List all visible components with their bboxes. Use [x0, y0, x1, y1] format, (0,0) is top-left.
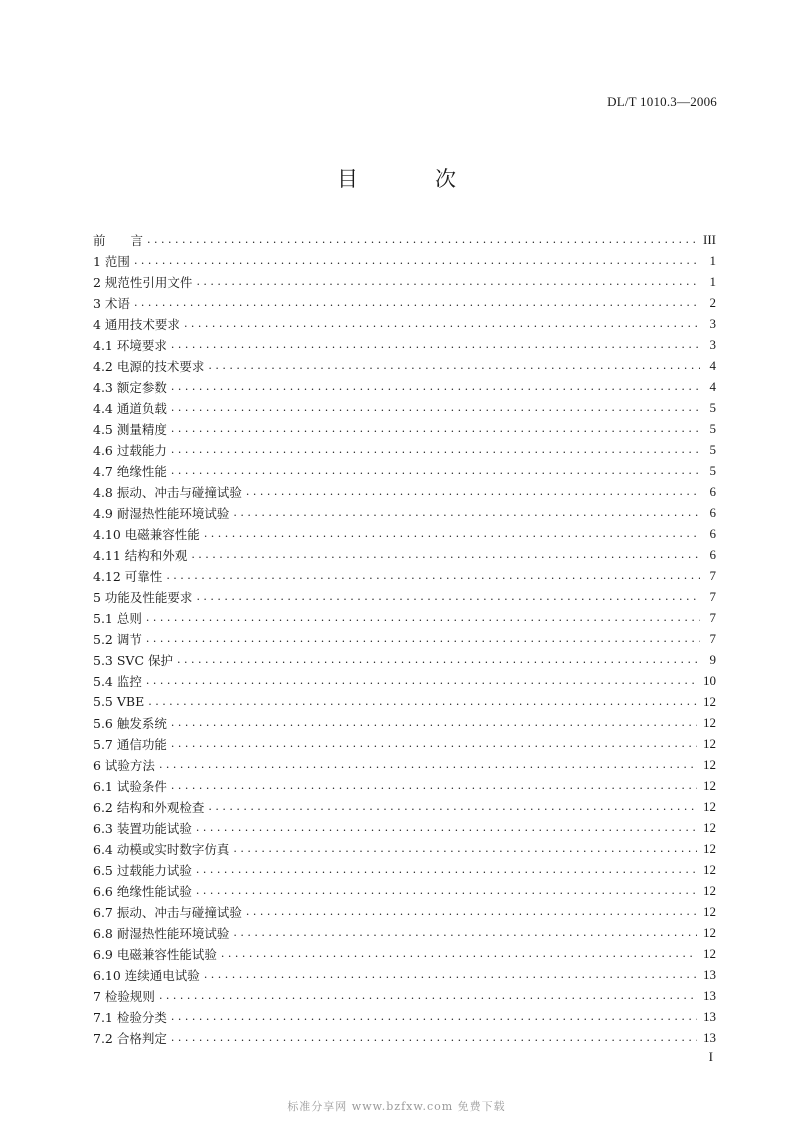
toc-entry-label: 4.3 额定参数: [93, 379, 167, 395]
toc-entry[interactable]: [93, 880, 716, 901]
toc-entry[interactable]: [93, 733, 716, 754]
toc-leader-dots: [171, 334, 700, 355]
toc-entry[interactable]: [93, 859, 716, 880]
toc-entry-page: 12: [703, 693, 716, 709]
toc-leader-dots: [204, 964, 697, 985]
toc-entry-label: 6.1 试验条件: [93, 778, 167, 794]
toc-entry-label: 4.9 耐湿热性能环境试验: [93, 505, 230, 521]
toc-entry-label: 6.4 动模或实时数字仿真: [93, 841, 230, 857]
toc-leader-dots: [134, 292, 700, 313]
toc-entry-label: 6.5 过载能力试验: [93, 862, 192, 878]
toc-entry-page: 3: [709, 315, 716, 331]
toc-entry-page: 6: [709, 546, 716, 562]
toc-leader-dots: [196, 817, 697, 838]
toc-entry-page: 9: [709, 651, 716, 667]
toc-entry[interactable]: [93, 502, 716, 523]
toc-entry-label: 4.4 通道负载: [93, 400, 167, 416]
toc-entry-label: 7 检验规则: [93, 988, 155, 1004]
toc-leader-dots: [171, 418, 700, 439]
toc-entry[interactable]: [93, 985, 716, 1006]
toc-entry-page: 12: [703, 903, 716, 919]
toc-entry-label: 7.1 检验分类: [93, 1009, 167, 1025]
toc-entry-label: 6.8 耐湿热性能环境试验: [93, 925, 230, 941]
toc-leader-dots: [166, 565, 700, 586]
toc-entry-page: 4: [709, 378, 716, 394]
toc-entry-label: 4.5 测量精度: [93, 421, 167, 437]
toc-entry[interactable]: [93, 922, 716, 943]
toc-entry-page: III: [703, 231, 716, 247]
toc-leader-dots: [147, 229, 697, 250]
toc-entry[interactable]: [93, 313, 716, 334]
toc-entry-page: 12: [703, 945, 716, 961]
toc-entry-label: 4.7 绝缘性能: [93, 463, 167, 479]
toc-entry-page: 12: [703, 735, 716, 751]
toc-entry-label: 5.4 监控: [93, 673, 142, 689]
toc-entry-page: 12: [703, 714, 716, 730]
toc-entry[interactable]: [93, 964, 716, 985]
toc-leader-dots: [246, 481, 700, 502]
toc-entry-page: 7: [709, 567, 716, 583]
toc-entry[interactable]: [93, 586, 716, 607]
toc-leader-dots: [171, 397, 700, 418]
toc-leader-dots: [159, 754, 697, 775]
toc-entry[interactable]: [93, 565, 716, 586]
toc-entry-page: 7: [709, 630, 716, 646]
toc-entry[interactable]: [93, 649, 716, 670]
toc-leader-dots: [204, 523, 700, 544]
toc-leader-dots: [171, 1006, 697, 1027]
toc-entry-label: 5.5 VBE: [93, 694, 145, 709]
toc-entry[interactable]: [93, 229, 716, 250]
toc-leader-dots: [191, 544, 700, 565]
toc-entry-page: 3: [709, 336, 716, 352]
toc-entry[interactable]: [93, 376, 716, 397]
toc-entry[interactable]: [93, 460, 716, 481]
toc-leader-dots: [208, 355, 700, 376]
toc-entry-page: 1: [709, 252, 716, 268]
toc-entry[interactable]: [93, 523, 716, 544]
toc-entry-label: 4 通用技术要求: [93, 316, 180, 332]
toc-leader-dots: [177, 649, 700, 670]
toc-leader-dots: [246, 901, 697, 922]
table-of-contents: [93, 229, 716, 1048]
toc-entry[interactable]: [93, 481, 716, 502]
toc-entry[interactable]: [93, 418, 716, 439]
toc-entry[interactable]: [93, 670, 716, 691]
toc-entry[interactable]: [93, 796, 716, 817]
toc-entry[interactable]: [93, 943, 716, 964]
toc-entry[interactable]: [93, 712, 716, 733]
toc-entry[interactable]: [93, 775, 716, 796]
toc-entry-label: 2 规范性引用文件: [93, 274, 193, 290]
toc-leader-dots: [184, 313, 700, 334]
toc-entry-label: 4.8 振动、冲击与碰撞试验: [93, 484, 242, 500]
toc-entry[interactable]: [93, 271, 716, 292]
toc-entry[interactable]: [93, 901, 716, 922]
toc-entry-page: 4: [709, 357, 716, 373]
toc-entry-page: 7: [709, 609, 716, 625]
toc-entry[interactable]: [93, 355, 716, 376]
toc-entry-label: 5.1 总则: [93, 610, 142, 626]
toc-entry-label: 7.2 合格判定: [93, 1030, 167, 1046]
toc-entry-label: 5.3 SVC 保护: [93, 652, 173, 668]
toc-leader-dots: [171, 775, 697, 796]
toc-leader-dots: [233, 838, 697, 859]
toc-leader-dots: [196, 880, 697, 901]
toc-entry-label: 3 术语: [93, 295, 130, 311]
toc-entry-label: 4.6 过载能力: [93, 442, 167, 458]
page-title: 目 次: [337, 167, 484, 191]
toc-entry-page: 12: [703, 882, 716, 898]
toc-entry-label: 6 试验方法: [93, 757, 155, 773]
toc-entry-page: 2: [709, 294, 716, 310]
toc-entry-label: 1 范围: [93, 253, 130, 269]
toc-entry-label: 6.7 振动、冲击与碰撞试验: [93, 904, 242, 920]
toc-entry-page: 1: [709, 273, 716, 289]
toc-entry-page: 13: [703, 987, 716, 1003]
toc-entry-label: 4.2 电源的技术要求: [93, 358, 205, 374]
toc-entry[interactable]: [93, 1006, 716, 1027]
toc-entry-label: 4.10 电磁兼容性能: [93, 526, 200, 542]
toc-entry-page: 5: [709, 420, 716, 436]
toc-entry[interactable]: [93, 628, 716, 649]
toc-leader-dots: [196, 859, 697, 880]
toc-entry[interactable]: [93, 397, 716, 418]
toc-leader-dots: [171, 1027, 697, 1048]
toc-entry-label: 4.1 环境要求: [93, 337, 167, 353]
toc-entry[interactable]: [93, 250, 716, 271]
standard-code: DL/T 1010.3—2006: [607, 94, 717, 109]
toc-entry-label: 6.3 装置功能试验: [93, 820, 192, 836]
toc-entry-label: 5.7 通信功能: [93, 736, 167, 752]
toc-entry-page: 12: [703, 798, 716, 814]
toc-entry[interactable]: [93, 544, 716, 565]
toc-leader-dots: [171, 460, 700, 481]
toc-entry-label: 6.10 连续通电试验: [93, 967, 200, 983]
toc-entry-page: 12: [703, 924, 716, 940]
toc-entry-page: 10: [703, 672, 716, 688]
toc-leader-dots: [146, 628, 700, 649]
toc-entry-page: 13: [703, 1008, 716, 1024]
toc-entry-page: 6: [709, 483, 716, 499]
toc-entry[interactable]: [93, 817, 716, 838]
toc-leader-dots: [233, 502, 700, 523]
toc-leader-dots: [146, 670, 697, 691]
toc-entry-page: 5: [709, 462, 716, 478]
toc-entry-label: 5.6 触发系统: [93, 715, 167, 731]
toc-entry[interactable]: [93, 754, 716, 775]
toc-leader-dots: [134, 250, 700, 271]
toc-entry-page: 7: [709, 588, 716, 604]
toc-entry-page: 12: [703, 777, 716, 793]
toc-leader-dots: [196, 271, 700, 292]
toc-leader-dots: [171, 712, 697, 733]
toc-leader-dots: [233, 922, 697, 943]
toc-entry-page: 5: [709, 441, 716, 457]
toc-entry-label: 4.12 可靠性: [93, 568, 163, 584]
page-number: I: [708, 1049, 713, 1064]
toc-entry[interactable]: [93, 1027, 716, 1048]
toc-entry-page: 6: [709, 504, 716, 520]
toc-leader-dots: [196, 586, 700, 607]
toc-leader-dots: [146, 607, 700, 628]
toc-entry-page: 6: [709, 525, 716, 541]
toc-leader-dots: [171, 376, 700, 397]
toc-entry-label: 6.9 电磁兼容性能试验: [93, 946, 217, 962]
toc-entry-page: 12: [703, 756, 716, 772]
toc-entry[interactable]: [93, 691, 716, 712]
toc-entry-label: 4.11 结构和外观: [93, 547, 188, 563]
toc-leader-dots: [148, 691, 697, 712]
toc-entry[interactable]: [93, 439, 716, 460]
toc-leader-dots: [171, 733, 697, 754]
toc-leader-dots: [171, 439, 700, 460]
toc-entry[interactable]: [93, 292, 716, 313]
toc-entry[interactable]: [93, 838, 716, 859]
toc-leader-dots: [159, 985, 697, 1006]
toc-entry[interactable]: [93, 607, 716, 628]
toc-entry-page: 13: [703, 1029, 716, 1045]
toc-entry-label: 6.6 绝缘性能试验: [93, 883, 192, 899]
toc-entry-page: 5: [709, 399, 716, 415]
watermark: 标准分享网 www.bzfxw.com 免费下载: [287, 1100, 506, 1113]
toc-entry-page: 13: [703, 966, 716, 982]
toc-leader-dots: [208, 796, 697, 817]
toc-leader-dots: [221, 943, 697, 964]
toc-entry-page: 12: [703, 861, 716, 877]
toc-entry-page: 12: [703, 819, 716, 835]
toc-entry-label: 5.2 调节: [93, 631, 142, 647]
toc-entry-label: 6.2 结构和外观检查: [93, 799, 205, 815]
toc-entry[interactable]: [93, 334, 716, 355]
toc-entry-label: 前 言: [93, 232, 144, 248]
toc-entry-page: 12: [703, 840, 716, 856]
toc-entry-label: 5 功能及性能要求: [93, 589, 193, 605]
